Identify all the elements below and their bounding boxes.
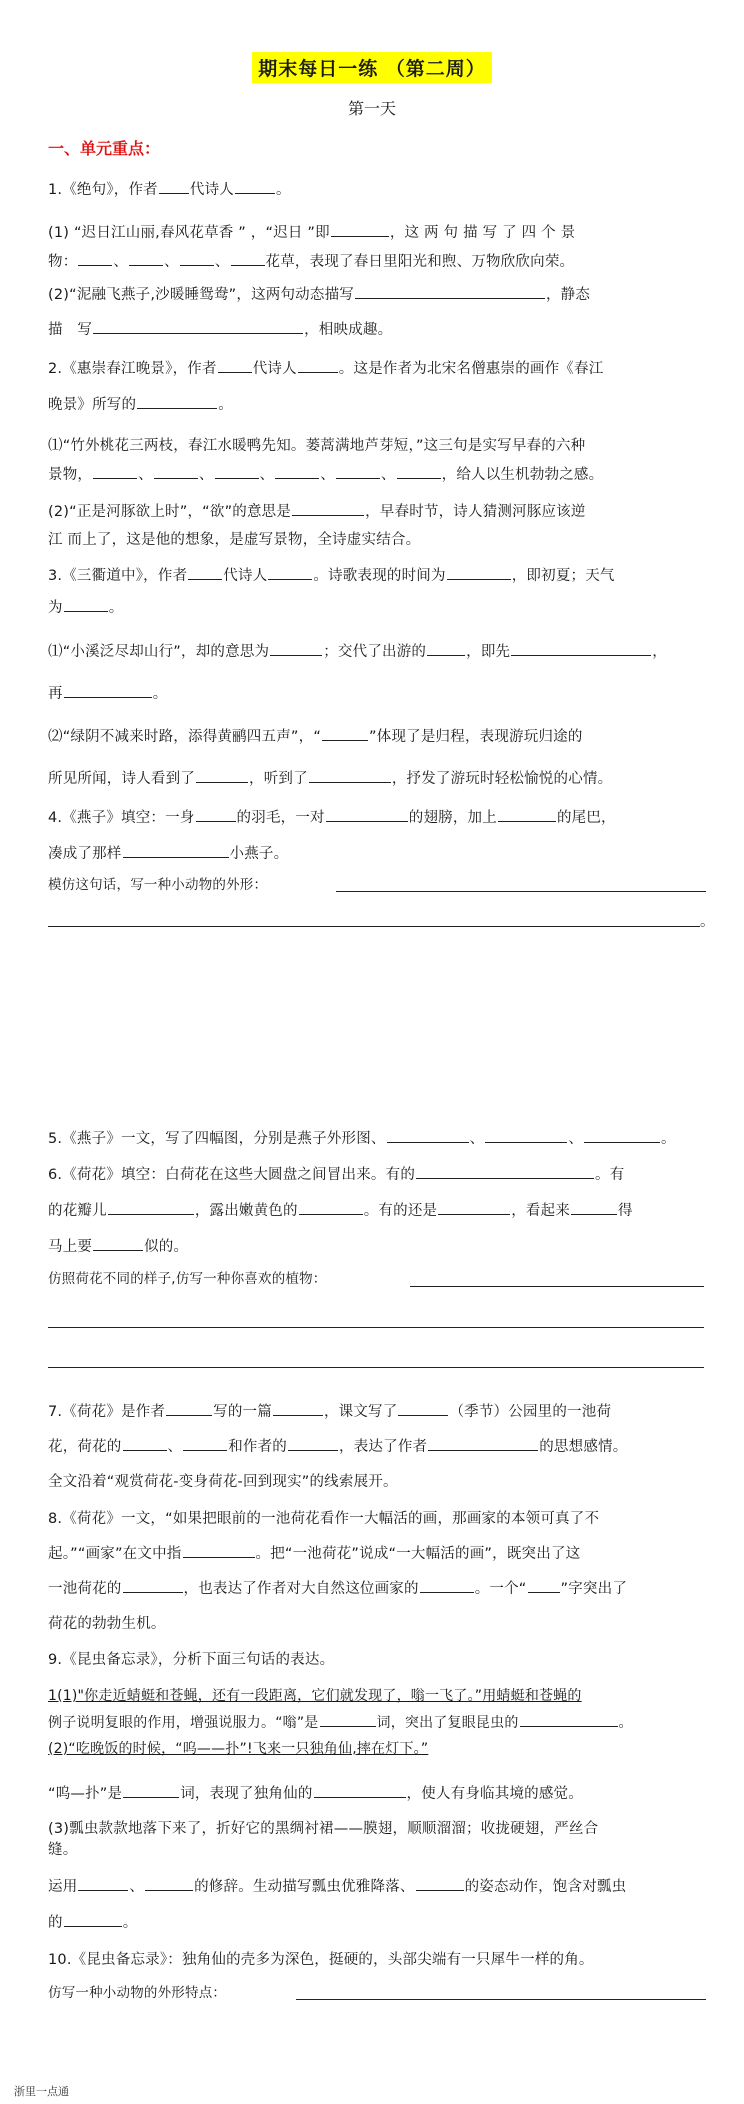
q2-line2: 晚景》所写的 。 <box>48 393 706 414</box>
q9-s2-quote: (2)“吃晚饭的时候，“呜——扑”!飞来一只独角仙,摔在灯下。” <box>48 1741 429 1757</box>
blank[interactable] <box>420 1578 474 1593</box>
q6-line2: 的花瓣儿 ，露出嫩黄色的 。有的还是 ，看起来 得 <box>48 1199 706 1220</box>
q8-line: 8.《荷花》一文，“如果把眼前的一池荷花看作一大幅活的画，那画家的本领可真了不 <box>48 1511 600 1527</box>
blank[interactable] <box>129 251 163 266</box>
blank[interactable] <box>320 1712 376 1727</box>
blank[interactable] <box>273 1401 323 1416</box>
blank[interactable] <box>159 179 189 194</box>
blank[interactable] <box>584 1128 660 1143</box>
blank[interactable] <box>511 641 651 656</box>
blank[interactable] <box>123 1436 167 1451</box>
blank[interactable] <box>123 1783 179 1798</box>
q10-prompt: 仿写一种小动物的外形特点： <box>48 1985 227 2001</box>
q7-line: 7.《荷花》是作者 写的一篇 ，课文写了 （季节）公园里的一池荷 <box>48 1400 706 1421</box>
q7-line2: 花，荷花的 、 和作者的 ，表达了作者 的思想感情。 <box>48 1435 706 1456</box>
blank[interactable] <box>322 726 368 741</box>
blank[interactable] <box>571 1200 617 1215</box>
blank[interactable] <box>166 1401 212 1416</box>
blank[interactable] <box>447 565 511 580</box>
blank[interactable] <box>288 1436 338 1451</box>
blank[interactable] <box>231 251 265 266</box>
answer-line[interactable] <box>48 1367 704 1368</box>
blank[interactable] <box>298 358 338 373</box>
blank[interactable] <box>183 1543 255 1558</box>
q3-s1-line2: 再 。 <box>48 682 706 703</box>
blank[interactable] <box>485 1128 567 1143</box>
q1-s1-line: (1) “迟日江山丽,春风花草香 ” ，“迟日 ”即 ，这 两 句 描 写 了 四 个 景 <box>48 221 706 242</box>
q3-line2: 为 。 <box>48 596 706 617</box>
blank[interactable] <box>416 1876 464 1891</box>
blank[interactable] <box>314 1783 406 1798</box>
q9-s3-line3: 运用 、 的修辞。生动描写瓢虫优雅降落、 的姿态动作，饱含对瓢虫 <box>48 1875 706 1896</box>
q1-line: 1.《绝句》，作者 代诗人 。 <box>48 178 706 199</box>
blank[interactable] <box>196 768 248 783</box>
blank[interactable] <box>180 251 214 266</box>
q1-s2-line2: 描 写 ，相映成趣。 <box>48 318 706 339</box>
blank[interactable] <box>299 1200 363 1215</box>
blank[interactable] <box>64 683 152 698</box>
q7-line3: 全文沿着“观赏荷花-变身荷花-回到现实”的线索展开。 <box>48 1474 398 1490</box>
answer-line[interactable] <box>410 1286 704 1287</box>
q6-prompt: 仿照荷花不同的样子,仿写一种你喜欢的植物： <box>48 1271 327 1287</box>
q1-s2-line: (2)“泥融飞燕子,沙暖睡鸳鸯”，这两句动态描写 ，静态 <box>48 283 706 304</box>
blank[interactable] <box>520 1712 618 1727</box>
blank[interactable] <box>498 807 556 822</box>
blank[interactable] <box>416 1164 594 1179</box>
q8-line4: 荷花的勃勃生机。 <box>48 1616 166 1632</box>
section-heading: 一、单元重点： <box>48 139 161 158</box>
blank[interactable] <box>137 394 217 409</box>
blank[interactable] <box>188 565 222 580</box>
blank[interactable] <box>123 1578 183 1593</box>
answer-line[interactable] <box>48 926 700 927</box>
q1-s1-line2: 物： 、 、 、 花草，表现了春日里阳光和煦、万物欣欣向荣。 <box>48 250 706 271</box>
blank[interactable] <box>235 179 275 194</box>
blank[interactable] <box>215 464 259 479</box>
day-label: 第一天 <box>347 99 396 118</box>
blank[interactable] <box>331 222 389 237</box>
blank[interactable] <box>108 1200 194 1215</box>
blank[interactable] <box>275 464 319 479</box>
blank[interactable] <box>78 251 112 266</box>
blank[interactable] <box>218 358 252 373</box>
q2-s2-line: (2)“正是河豚欲上时”，“欲”的意思是 ，早春时节，诗人猜测河豚应该逆 <box>48 500 706 521</box>
q9-line: 9.《昆虫备忘录》，分析下面三句话的表达。 <box>48 1652 335 1668</box>
blank[interactable] <box>397 464 441 479</box>
blank[interactable] <box>336 464 380 479</box>
q3-s1-line: ⑴“小溪泛尽却山行”，却的意思为 ；交代了出游的 ，即先 ， <box>48 640 706 661</box>
q3-s2-line2: 所见所闻，诗人看到了 ，听到了 ，抒发了游玩时轻松愉悦的心情。 <box>48 767 706 788</box>
q5-line: 5.《燕子》一文，写了四幅图，分别是燕子外形图、 、 、 。 <box>48 1127 706 1148</box>
blank[interactable] <box>355 284 545 299</box>
q8-line3: 一池荷花的 ，也表达了作者对大自然这位画家的 。一个“ ”字突出了 <box>48 1577 706 1598</box>
blank[interactable] <box>438 1200 510 1215</box>
blank[interactable] <box>78 1876 128 1891</box>
blank[interactable] <box>93 319 303 334</box>
blank[interactable] <box>292 501 364 516</box>
period: 。 <box>700 914 715 930</box>
blank[interactable] <box>64 597 108 612</box>
page-title: 期末每日一练 （第二周） <box>252 52 492 83</box>
q3-s2-line: ⑵“绿阴不减来时路，添得黄鹂四五声”，“ ”体现了是归程，表现游玩归途的 <box>48 725 706 746</box>
blank[interactable] <box>93 1236 143 1251</box>
blank[interactable] <box>145 1876 193 1891</box>
q9-s3-line4: 的 。 <box>48 1911 706 1932</box>
blank[interactable] <box>309 768 391 783</box>
q4-prompt: 模仿这句话，写一种小动物的外形： <box>48 877 268 893</box>
answer-line[interactable] <box>48 1327 704 1328</box>
blank[interactable] <box>387 1128 469 1143</box>
blank[interactable] <box>427 641 465 656</box>
blank[interactable] <box>268 565 312 580</box>
blank[interactable] <box>64 1912 122 1927</box>
blank[interactable] <box>154 464 198 479</box>
blank[interactable] <box>398 1401 448 1416</box>
q4-line: 4.《燕子》填空：一身 的羽毛，一对 的翅膀，加上 的尾巴， <box>48 806 706 827</box>
blank[interactable] <box>428 1436 538 1451</box>
blank[interactable] <box>183 1436 227 1451</box>
answer-line[interactable] <box>336 891 706 892</box>
q6-line3: 马上要 似的。 <box>48 1235 706 1256</box>
q2-s1-line: ⑴“竹外桃花三两枝，春江水暖鸭先知。蒌蒿满地芦芽短，”这三句是实写早春的六种 <box>48 438 586 454</box>
q10-line: 10.《昆虫备忘录》：独角仙的壳多为深色，挺硬的，头部尖端有一只犀牛一样的角。 <box>48 1952 594 1968</box>
blank[interactable] <box>528 1578 560 1593</box>
q4-line2: 凑成了那样 小燕子。 <box>48 842 706 863</box>
q9-s2-line: “呜—扑”是 词，表现了独角仙的 ，使人有身临其境的感觉。 <box>48 1782 706 1803</box>
blank[interactable] <box>196 807 236 822</box>
q9-s1-line: 例子说明复眼的作用，增强说服力。“嗡”是 词，突出了复眼昆虫的 。 <box>48 1712 706 1732</box>
q9-s1-quote: 1(1)"你走近蜻蜓和苍蝇，还有一段距离，它们就发现了，嗡一飞了。”用蜻蜓和苍蝇的 <box>48 1688 582 1704</box>
footer-source: 浙里一点通 <box>14 2085 69 2098</box>
answer-line[interactable] <box>296 1999 706 2000</box>
q8-line2: 起。”“画家”在文中指 。把“一池荷花”说成“一大幅活的画”，既突出了这 <box>48 1542 706 1563</box>
q2-s1-line2: 景物， 、 、 、 、 、 ，给人以生机勃勃之感。 <box>48 463 706 484</box>
blank[interactable] <box>123 843 229 858</box>
q2-line: 2.《惠崇春江晚景》，作者 代诗人 。这是作者为北宋名僧惠崇的画作《春江 <box>48 357 706 378</box>
blank[interactable] <box>93 464 137 479</box>
q2-s2-line2: 江 而上了，这是他的想象，是虚写景物，全诗虚实结合。 <box>48 532 421 548</box>
q3-line: 3.《三衢道中》，作者 代诗人 。诗歌表现的时间为 ，即初夏；天气 <box>48 564 706 585</box>
blank[interactable] <box>326 807 408 822</box>
q9-s3-line: (3)瓢虫款款地落下来了，折好它的黑绸衬裙——膜翅，顺顺溜溜；收拢硬翅，严丝合 <box>48 1821 599 1837</box>
q9-s3-line2: 缝。 <box>48 1842 78 1858</box>
q6-line: 6.《荷花》填空：白荷花在这些大圆盘之间冒出来。有的 。有 <box>48 1163 706 1184</box>
blank[interactable] <box>270 641 322 656</box>
